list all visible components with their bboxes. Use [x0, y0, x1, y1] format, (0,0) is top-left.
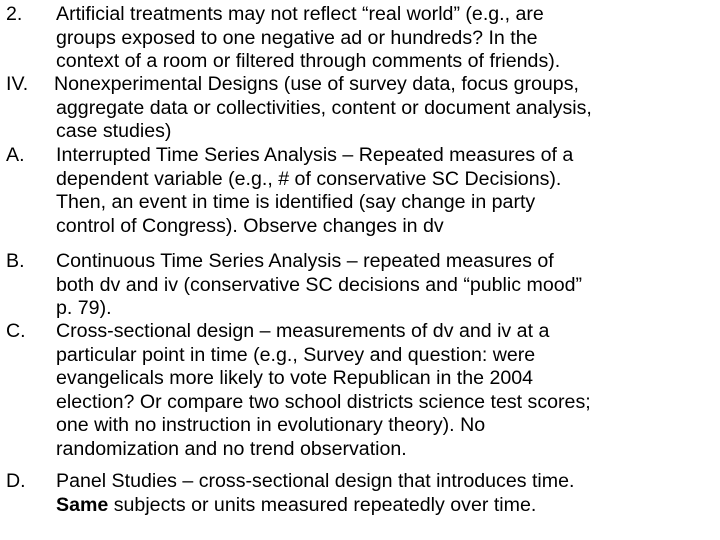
text-line: randomization and no trend observation.	[56, 437, 407, 460]
item-marker: D.	[6, 470, 26, 492]
text-line: dependent variable (e.g., # of conservative SC Decisions).	[56, 167, 562, 190]
text-line: context of a room or filtered through comments of friends).	[56, 50, 561, 73]
item-marker: C.	[6, 320, 26, 342]
text-line: Cross-sectional design – measurements of dv and iv at a	[56, 320, 550, 342]
text-line: Then, an event in time is identified (say change in party	[56, 191, 536, 214]
emphasis-word: Same	[56, 493, 109, 516]
text-line-rest: subjects or units measured repeatedly over time.	[108, 493, 537, 516]
text-line: Continuous Time Series Analysis – repeated measures of	[56, 250, 554, 272]
item-text	[56, 250, 582, 321]
item-text	[56, 470, 574, 517]
text-line: Nonexperimental Designs (use of survey data, focus groups,	[54, 73, 579, 95]
item-text	[56, 144, 573, 238]
item-marker: A.	[6, 144, 25, 166]
text-line: p. 79).	[56, 297, 112, 320]
text-line: groups exposed to one negative ad or hundreds? In the	[56, 26, 538, 49]
text-line: Artificial treatments may not reflect “real world” (e.g., are	[56, 3, 544, 25]
text-line: one with no instruction in evolutionary theory). No	[56, 414, 486, 437]
item-marker: IV.	[6, 73, 29, 95]
text-line: Interrupted Time Series Analysis – Repeated measures of a	[56, 144, 574, 166]
text-line: aggregate data or collectivities, content or document analysis,	[56, 96, 592, 119]
text-line: particular point in time (e.g., Survey and question: were	[56, 343, 536, 366]
text-line: Panel Studies – cross-sectional design that introduces time.	[56, 470, 575, 492]
item-text	[54, 73, 592, 144]
text-line: case studies)	[56, 120, 172, 143]
item-text	[56, 3, 560, 74]
item-marker: B.	[6, 250, 25, 272]
text-line: both dv and iv (conservative SC decisions and “public mood”	[56, 273, 583, 296]
item-marker: 2.	[6, 3, 23, 25]
text-line: evangelicals more likely to vote Republican in the 2004	[56, 367, 534, 390]
text-line: control of Congress). Observe changes in dv	[56, 214, 444, 237]
text-line: election? Or compare two school districts science test scores;	[56, 390, 591, 413]
text-line-with-emphasis	[56, 494, 574, 518]
item-text	[56, 320, 591, 462]
